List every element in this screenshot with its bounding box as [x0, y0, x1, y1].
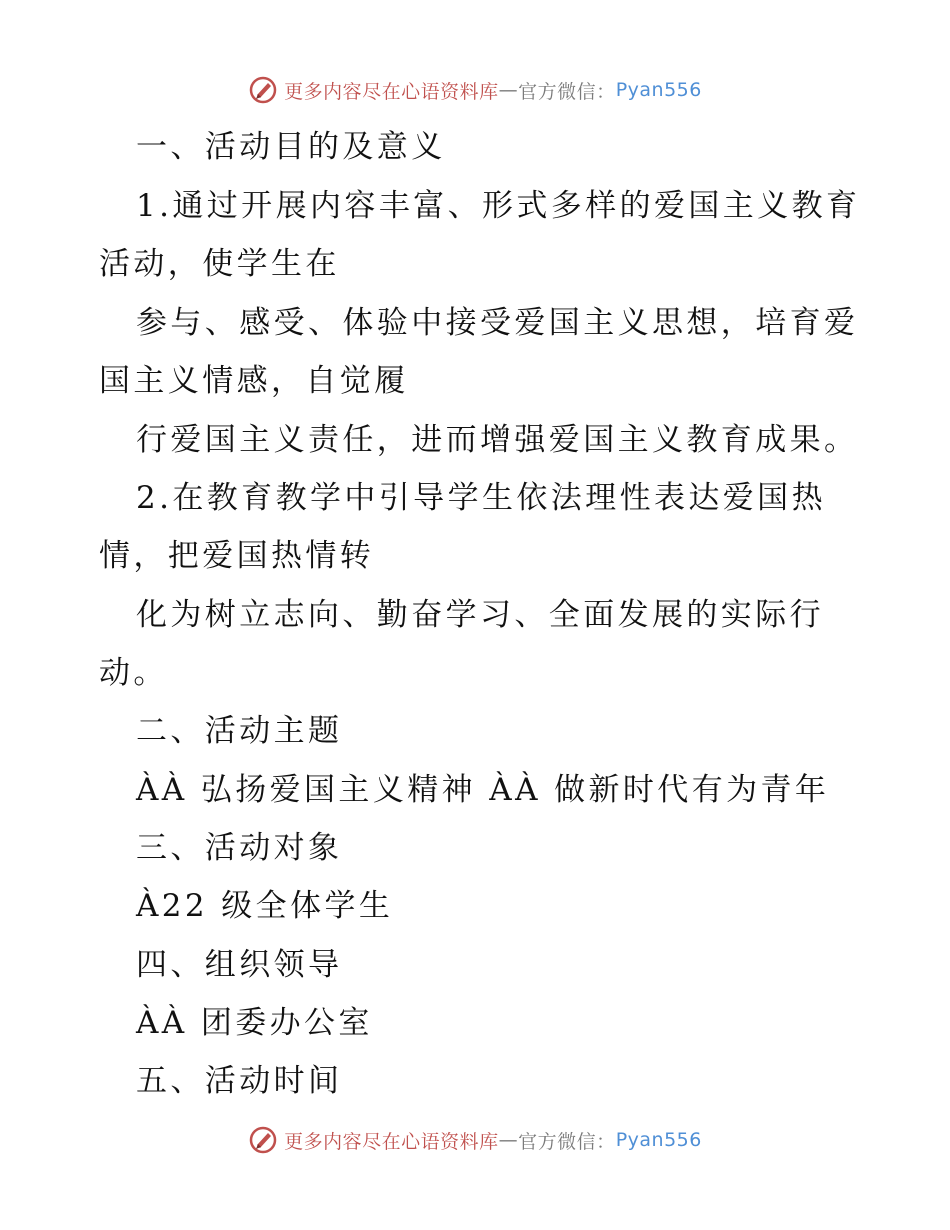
theme-text: ÀÀ 弘扬爱国主义精神 ÀÀ 做新时代有为青年 — [136, 772, 830, 808]
banner-wechat-id: Pyan556 — [615, 1129, 702, 1151]
paragraph-line: 2.在教育教学中引导学生依法理性表达爱国热 — [136, 480, 826, 516]
paragraph-line: 动。 — [99, 655, 168, 691]
paragraph-line: 参与、感受、体验中接受爱国主义思想，培育爱 — [136, 305, 859, 341]
paragraph-line: 情，把爱国热情转 — [99, 538, 375, 574]
organization-text: ÀÀ 团委办公室 — [136, 1005, 373, 1041]
section-heading-audience: 三、活动对象 — [136, 830, 343, 866]
section-heading-organization: 四、组织领导 — [136, 947, 343, 983]
banner-wechat-label: 官方微信： — [518, 1130, 616, 1153]
paragraph-line: 行爱国主义责任，进而增强爱国主义教育成果。 — [136, 422, 859, 458]
paragraph-line: 1.通过开展内容丰富、形式多样的爱国主义教育 — [136, 188, 861, 224]
banner-wechat-label: 官方微信： — [518, 80, 616, 103]
audience-text: À22 级全体学生 — [136, 888, 394, 924]
section-heading-theme: 二、活动主题 — [136, 713, 343, 749]
header-banner — [0, 70, 950, 110]
logo-icon — [248, 1125, 278, 1155]
logo-icon — [248, 75, 278, 105]
banner-dash: — — [498, 79, 519, 101]
paragraph-line: 活动，使学生在 — [99, 246, 340, 282]
banner-site-text: 更多内容尽在心语资料库 — [284, 1130, 499, 1153]
section-heading-time: 五、活动时间 — [136, 1063, 343, 1099]
banner-dash: — — [498, 1129, 519, 1151]
section-heading-purpose: 一、活动目的及意义 — [136, 129, 446, 165]
paragraph-line: 化为树立志向、勤奋学习、全面发展的实际行 — [136, 597, 824, 633]
banner-wechat-id: Pyan556 — [615, 79, 702, 101]
banner-site-text: 更多内容尽在心语资料库 — [284, 80, 499, 103]
paragraph-line: 国主义情感，自觉履 — [99, 363, 409, 399]
footer-banner — [0, 1120, 950, 1160]
